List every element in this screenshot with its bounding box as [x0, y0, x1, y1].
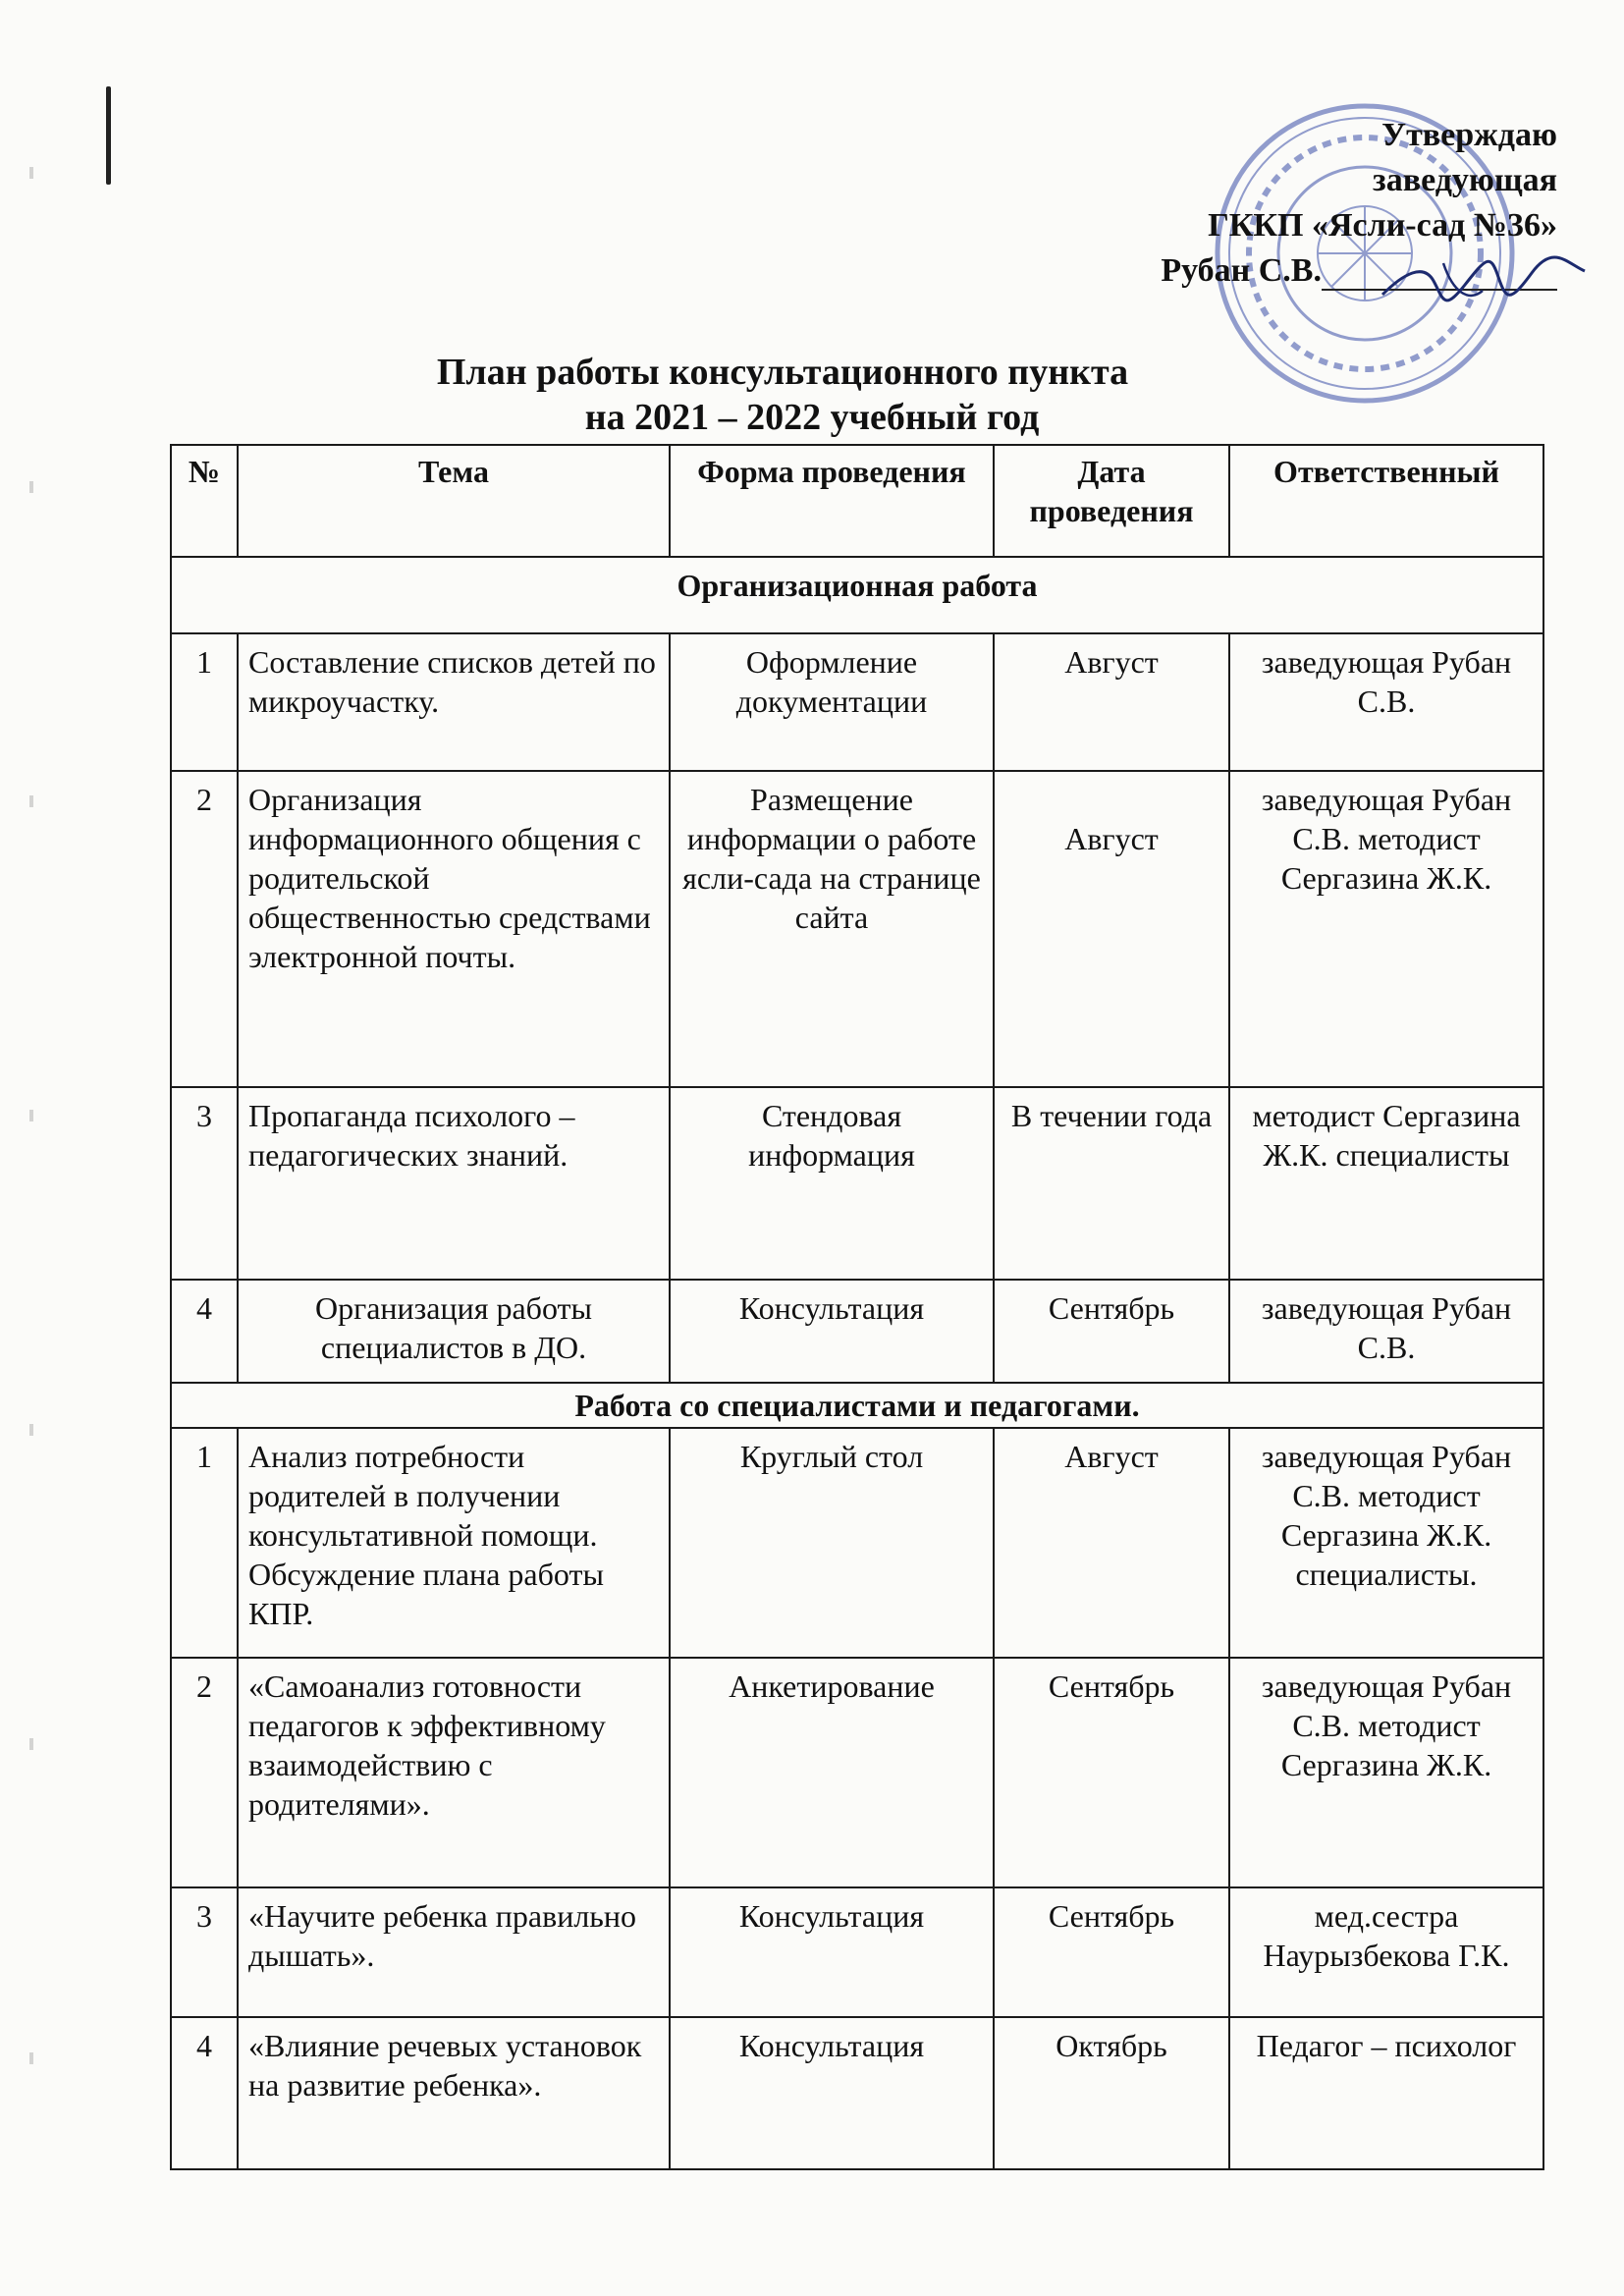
- cell-responsible: методист Сергазина Ж.К. специалисты: [1229, 1087, 1543, 1280]
- cell-topic: «Самоанализ готовности педагогов к эффективному взаимодействию с родителями».: [238, 1658, 670, 1887]
- cell-topic: Пропаганда психолого – педагогических знаний.: [238, 1087, 670, 1280]
- header-form: Форма проведения: [670, 445, 994, 557]
- approval-line-name: Рубан С.В.: [1161, 252, 1322, 289]
- cell-topic: Организация информационного общения с родительской общественностью средствами электронной почты.: [238, 771, 670, 1087]
- page-title: План работы консультационного пункта: [436, 352, 1129, 393]
- cell-date: Август: [994, 1428, 1229, 1658]
- scan-edge-artifact: [29, 0, 33, 2296]
- cell-responsible: заведующая Рубан С.В.: [1229, 1280, 1543, 1383]
- table-header-row: [171, 445, 1543, 557]
- cell-form: Стендовая информация: [670, 1087, 994, 1280]
- cell-form: Оформление документации: [670, 633, 994, 771]
- header-number: №: [171, 445, 238, 557]
- table-row: [171, 633, 1543, 771]
- table-row: [171, 1887, 1543, 2017]
- cell-responsible: заведующая Рубан С.В. методист Сергазина Ж.К.: [1229, 771, 1543, 1087]
- cell-responsible: мед.сестра Наурызбекова Г.К.: [1229, 1887, 1543, 2017]
- cell-topic: «Научите ребенка правильно дышать».: [238, 1887, 670, 2017]
- cell-number: 3: [171, 1887, 238, 2017]
- cell-responsible: заведующая Рубан С.В. методист Сергазина Ж.К. специалисты.: [1229, 1428, 1543, 1658]
- table-row: [171, 2017, 1543, 2169]
- table-row: [171, 1428, 1543, 1658]
- cell-topic: Анализ потребности родителей в получении консультативной помощи. Обсуждение плана работы КПР.: [238, 1428, 670, 1658]
- cell-responsible: Педагог – психолог: [1229, 2017, 1543, 2169]
- header-responsible: Ответственный: [1229, 445, 1543, 557]
- cell-form: Консультация: [670, 2017, 994, 2169]
- cell-date: Сентябрь: [994, 1280, 1229, 1383]
- cell-number: 4: [171, 1280, 238, 1383]
- scan-mark: [106, 86, 111, 185]
- cell-number: 2: [171, 771, 238, 1087]
- page-subtitle: на 2021 – 2022 учебный год: [584, 397, 1040, 438]
- section-title: Организационная работа: [171, 557, 1543, 633]
- cell-form: Консультация: [670, 1887, 994, 2017]
- cell-number: 1: [171, 633, 238, 771]
- section-title: Работа со специалистами и педагогами.: [171, 1383, 1543, 1428]
- cell-date: Август: [994, 633, 1229, 771]
- approval-line-organization: ГККП «Ясли-сад №36»: [1208, 207, 1557, 244]
- approval-line-position: заведующая: [1373, 162, 1557, 198]
- header-date: Дата проведения: [994, 445, 1229, 557]
- cell-topic: «Влияние речевых установок на развитие ребенка».: [238, 2017, 670, 2169]
- cell-date: Сентябрь: [994, 1887, 1229, 2017]
- cell-number: 1: [171, 1428, 238, 1658]
- plan-table: [170, 444, 1544, 2170]
- cell-topic: Организация работы специалистов в ДО.: [238, 1280, 670, 1383]
- cell-form: Размещение информации о работе ясли-сада на странице сайта: [670, 771, 994, 1087]
- cell-date: В течении года: [994, 1087, 1229, 1280]
- approval-line-approve: Утверждаю: [1381, 117, 1557, 153]
- header-topic: Тема: [238, 445, 670, 557]
- cell-responsible: заведующая Рубан С.В. методист Сергазина Ж.К.: [1229, 1658, 1543, 1887]
- cell-form: Круглый стол: [670, 1428, 994, 1658]
- table-row: [171, 1087, 1543, 1280]
- cell-responsible: заведующая Рубан С.В.: [1229, 633, 1543, 771]
- cell-number: 4: [171, 2017, 238, 2169]
- cell-form: Анкетирование: [670, 1658, 994, 1887]
- cell-date: Август: [994, 771, 1229, 1087]
- table-row: [171, 1658, 1543, 1887]
- cell-date: Октябрь: [994, 2017, 1229, 2169]
- section-row: [171, 1383, 1543, 1428]
- cell-date: Сентябрь: [994, 1658, 1229, 1887]
- cell-number: 2: [171, 1658, 238, 1887]
- table-row: [171, 771, 1543, 1087]
- cell-number: 3: [171, 1087, 238, 1280]
- cell-topic: Составление списков детей по микроучастку.: [238, 633, 670, 771]
- cell-form: Консультация: [670, 1280, 994, 1383]
- table-row: [171, 1280, 1543, 1383]
- section-row: [171, 557, 1543, 633]
- signature-icon: [1375, 234, 1591, 322]
